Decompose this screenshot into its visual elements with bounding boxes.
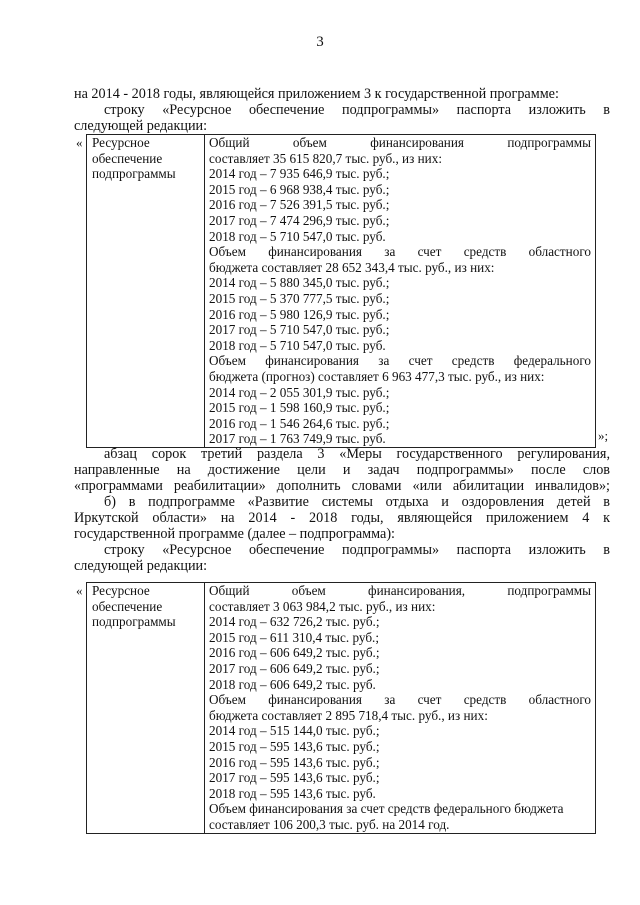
table1-content-line: Общий объем финансирования подпрограммы xyxy=(209,135,591,150)
intro-line-3: следующей редакции: xyxy=(74,118,208,134)
table2-label-line: подпрограммы xyxy=(92,614,176,630)
table2-content-line: бюджета составляет 2 895 718,4 тыс. руб., из них: xyxy=(209,707,488,723)
table1-content-line: 2016 год – 1 546 264,6 тыс. руб.; xyxy=(209,415,390,431)
table2-label-line: Ресурсное xyxy=(92,583,150,598)
middle-line-3: «программами реабилитации» дополнить словами «или абилитации инвалидов»; xyxy=(74,478,610,494)
table2-content-line: 2015 год – 595 143,6 тыс. руб.; xyxy=(209,738,380,754)
table2-content-line: 2018 год – 606 649,2 тыс. руб. xyxy=(209,676,376,692)
table1-content-line: 2017 год – 1 763 749,9 тыс. руб. xyxy=(209,431,386,447)
middle-line-7: строку «Ресурсное обеспечение подпрограммы» паспорта изложить в xyxy=(104,542,610,558)
table2-content-line: составляет 3 063 984,2 тыс. руб., из них: xyxy=(209,598,436,614)
table2-label-line: обеспечение xyxy=(92,598,163,614)
middle-line-1: абзац сорок третий раздела 3 «Меры государственного регулирования, xyxy=(104,446,610,462)
table1-open-quote: « xyxy=(76,135,83,150)
table2-content-line: составляет 106 200,3 тыс. руб. на 2014 год. xyxy=(209,816,450,832)
table2-content-line: 2018 год – 595 143,6 тыс. руб. xyxy=(209,785,376,801)
table2-label-cell xyxy=(87,583,205,834)
table1-content-cell xyxy=(205,135,596,448)
table1-content-line: 2014 год – 7 935 646,9 тыс. руб.; xyxy=(209,166,390,182)
table1-content-line: бюджета (прогноз) составляет 6 963 477,3 тыс. руб., из них: xyxy=(209,368,545,384)
table2-content-line: 2015 год – 611 310,4 тыс. руб.; xyxy=(209,629,380,645)
page-number: 3 xyxy=(316,34,324,50)
table1-content-line: составляет 35 615 820,7 тыс. руб., из них: xyxy=(209,150,442,166)
table2-content-line: Объем финансирования за счет средств федерального бюджета xyxy=(209,801,564,817)
table1-resource-provision xyxy=(86,134,596,448)
table1-content-line: 2014 год – 2 055 301,9 тыс. руб.; xyxy=(209,384,390,400)
table1-content-line: 2015 год – 5 370 777,5 тыс. руб.; xyxy=(209,290,390,306)
table2-open-quote: « xyxy=(76,583,83,598)
table1-content-line: 2017 год – 7 474 296,9 тыс. руб.; xyxy=(209,212,390,228)
table1-label-cell xyxy=(87,135,205,448)
table2-content-line: 2017 год – 595 143,6 тыс. руб.; xyxy=(209,770,380,786)
table2-content-line: Общий объем финансирования, подпрограммы xyxy=(209,583,591,598)
table1-close-quote: »; xyxy=(598,428,609,443)
table1-content-line: 2018 год – 5 710 547,0 тыс. руб. xyxy=(209,337,386,353)
intro-line-1: на 2014 - 2018 годы, являющейся приложением 3 к государственной программе: xyxy=(74,86,559,102)
table2-content-line: 2014 год – 515 144,0 тыс. руб.; xyxy=(209,723,380,739)
table2-content-line: 2017 год – 606 649,2 тыс. руб.; xyxy=(209,660,380,676)
table1-content-line: 2016 год – 7 526 391,5 тыс. руб.; xyxy=(209,197,390,213)
table1-content-line: 2017 год – 5 710 547,0 тыс. руб.; xyxy=(209,322,390,338)
intro-line-2: строку «Ресурсное обеспечение подпрограммы» паспорта изложить в xyxy=(104,102,610,118)
table1-label-line: Ресурсное xyxy=(92,135,150,150)
table1-content-line: 2018 год – 5 710 547,0 тыс. руб. xyxy=(209,228,386,244)
table1-content-line: 2016 год – 5 980 126,9 тыс. руб.; xyxy=(209,306,390,322)
table1-label-line: подпрограммы xyxy=(92,166,176,182)
table1-content-line: Объем финансирования за счет средств федерального xyxy=(209,353,591,369)
table1-content-line: 2015 год – 6 968 938,4 тыс. руб.; xyxy=(209,181,390,197)
table2-resource-provision xyxy=(86,582,596,834)
table2-content-line: Объем финансирования за счет средств областного xyxy=(209,692,591,708)
middle-line-4: б) в подпрограмме «Развитие системы отдыха и оздоровления детей в xyxy=(104,494,610,510)
middle-line-8: следующей редакции: xyxy=(74,558,208,574)
table1-content-line: Объем финансирования за счет средств областного xyxy=(209,244,591,260)
table1-content-line: 2015 год – 1 598 160,9 тыс. руб.; xyxy=(209,400,390,416)
table1-content-line: 2014 год – 5 880 345,0 тыс. руб.; xyxy=(209,275,390,291)
middle-line-6: государственной программе (далее – подпрограмма): xyxy=(74,526,395,542)
middle-line-5: Иркутской области» на 2014 - 2018 годы, являющейся приложением 4 к xyxy=(74,510,610,526)
middle-line-2: направленные на достижение цели и задач подпрограммы» после слов xyxy=(74,462,610,478)
table1-label-line: обеспечение xyxy=(92,150,163,166)
table2-content-line: 2016 год – 595 143,6 тыс. руб.; xyxy=(209,754,380,770)
table2-content-line: 2016 год – 606 649,2 тыс. руб.; xyxy=(209,645,380,661)
table2-content-cell xyxy=(205,583,596,834)
table1-content-line: бюджета составляет 28 652 343,4 тыс. руб., из них: xyxy=(209,259,495,275)
table2-content-line: 2014 год – 632 726,2 тыс. руб.; xyxy=(209,614,380,630)
